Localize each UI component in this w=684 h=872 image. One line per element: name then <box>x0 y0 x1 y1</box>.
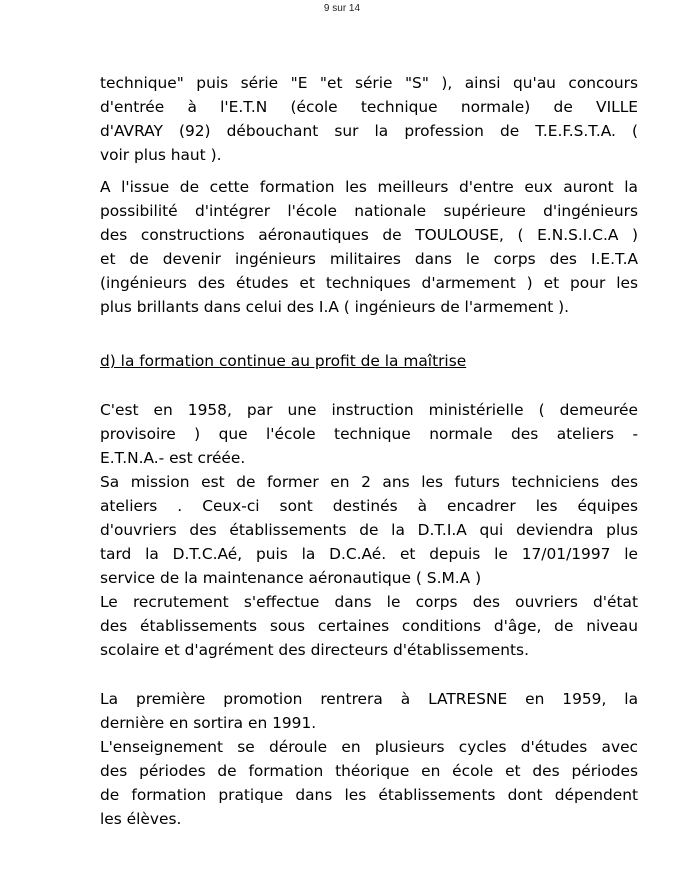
text-line: Le recrutement s'effectue dans le corps des ouvriers d'état <box>100 593 638 611</box>
paragraph-spacer <box>100 319 638 349</box>
text-line: les élèves. <box>100 810 182 828</box>
text-line: des constructions aéronautiques de TOULOUSE, ( E.N.S.I.C.A ) <box>100 226 638 244</box>
page-number-header: 9 sur 14 <box>323 3 361 14</box>
text-line: d'entrée à l'E.T.N (école technique normale) de VILLE <box>100 98 638 116</box>
paragraph-mission <box>100 470 638 590</box>
text-line: ateliers . Ceux-ci sont destinés à encadrer les équipes <box>100 497 638 515</box>
text-line: L'enseignement se déroule en plusieurs cycles d'études avec <box>100 738 638 756</box>
text-line: E.T.N.A.- est créée. <box>100 449 246 467</box>
text-line: de formation pratique dans les établissements dont dépendent <box>100 786 638 804</box>
text-line: d'AVRAY (92) débouchant sur la profession de T.E.F.S.T.A. ( <box>100 122 638 140</box>
paragraph-technical-training <box>100 71 638 167</box>
text-line: des établissements sous certaines conditions d'âge, de niveau <box>100 617 638 635</box>
paragraph-engineering-school <box>100 175 638 319</box>
text-line: possibilité d'intégrer l'école nationale supérieure d'ingénieurs <box>100 202 638 220</box>
text-line: service de la maintenance aéronautique ( S.M.A ) <box>100 569 482 587</box>
text-line: provisoire ) que l'école technique normale des ateliers - <box>100 425 638 443</box>
paragraph-spacer <box>100 167 638 175</box>
paragraph-spacer <box>100 662 638 687</box>
text-line: tard la D.T.C.Aé, puis la D.C.Aé. et depuis le 17/01/1997 le <box>100 545 638 563</box>
text-line: technique" puis série "E "et série "S" ), ainsi qu'au concours <box>100 74 638 92</box>
text-line: des périodes de formation théorique en école et des périodes <box>100 762 638 780</box>
text-line: A l'issue de cette formation les meilleurs d'entre eux auront la <box>100 178 638 196</box>
text-line: scolaire et d'agrément des directeurs d'établissements. <box>100 641 529 659</box>
text-line: C'est en 1958, par une instruction ministérielle ( demeurée <box>100 401 638 419</box>
paragraph-promotions <box>100 687 638 735</box>
text-line: Sa mission est de former en 2 ans les futurs techniciens des <box>100 473 638 491</box>
paragraph-spacer <box>100 373 638 398</box>
text-line: (ingénieurs des études et techniques d'armement ) et pour les <box>100 274 638 292</box>
text-line: voir plus haut ). <box>100 146 222 164</box>
text-line: La première promotion rentrera à LATRESNE en 1959, la <box>100 690 638 708</box>
text-line: d'ouvriers des établissements de la D.T.I.A qui deviendra plus <box>100 521 638 539</box>
paragraph-teaching <box>100 735 638 831</box>
text-line: dernière en sortira en 1991. <box>100 714 317 732</box>
section-heading: d) la formation continue au profit de la maîtrise <box>100 352 467 370</box>
paragraph-etna-creation <box>100 398 638 470</box>
text-line: et de devenir ingénieurs militaires dans le corps des I.E.T.A <box>100 250 638 268</box>
text-line: plus brillants dans celui des I.A ( ingénieurs de l'armement ). <box>100 298 570 316</box>
document-body <box>100 71 638 831</box>
paragraph-recruitment <box>100 590 638 662</box>
